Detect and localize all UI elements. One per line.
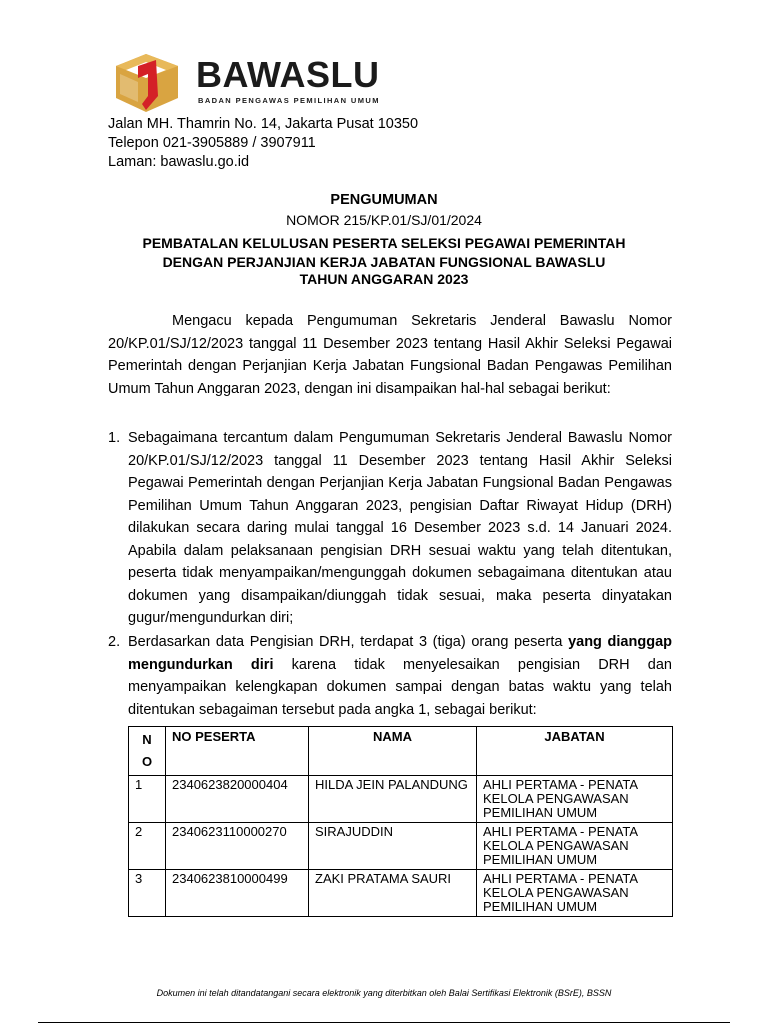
header-no bbox=[129, 727, 166, 776]
cell-no-peserta: 2340623820000404 bbox=[166, 776, 309, 823]
document-number: NOMOR 215/KP.01/SJ/01/2024 bbox=[286, 212, 482, 228]
cell-no: 3 bbox=[129, 870, 166, 917]
ballot-box-icon bbox=[108, 52, 188, 114]
phone-line: Telepon 021-3905889 / 3907911 bbox=[108, 135, 316, 151]
document-subject bbox=[0, 234, 768, 272]
table-row bbox=[129, 776, 673, 823]
list-item-number: 1. bbox=[108, 430, 121, 446]
header-jabatan: JABATAN bbox=[477, 727, 673, 776]
cell-jabatan: AHLI PERTAMA - PENATA KELOLA PENGAWASAN PEMILIHAN UMUM bbox=[477, 870, 673, 917]
list-item bbox=[108, 427, 672, 630]
item-text-before: Berdasarkan data Pengisian DRH, terdapat 3 (tiga) orang peserta bbox=[128, 634, 569, 650]
subject-line-2: DENGAN PERJANJIAN KERJA JABATAN FUNGSIONAL BAWASLU bbox=[162, 254, 606, 270]
cell-jabatan: AHLI PERTAMA - PENATA KELOLA PENGAWASAN PEMILIHAN UMUM bbox=[477, 823, 673, 870]
cell-no-peserta: 2340623110000270 bbox=[166, 823, 309, 870]
header-nama: NAMA bbox=[309, 727, 477, 776]
cell-no: 2 bbox=[129, 823, 166, 870]
item-text-after: karena tidak menyelesaikan pengisian DRH dan menyampaikan kelengkapan dokumen sampai dengan batas waktu yang telah ditentukan sebagaiman tersebut pada angka 1, sebagai berikut: bbox=[128, 656, 672, 718]
list-item-text bbox=[128, 631, 672, 721]
table-row bbox=[129, 870, 673, 917]
cell-nama: ZAKI PRATAMA SAURI bbox=[309, 870, 477, 917]
list-item bbox=[108, 631, 672, 721]
list-item-number: 2. bbox=[108, 634, 121, 650]
header-no-line-1: N bbox=[142, 732, 152, 747]
e-signature-footer: Dokumen ini telah ditandatangani secara elektronik yang diterbitkan oleh Balai Sertifikasi Elektronik (BSrE), BSSN bbox=[156, 988, 612, 998]
participant-table bbox=[128, 726, 673, 917]
cell-nama: HILDA JEIN PALANDUNG bbox=[309, 776, 477, 823]
header-no-peserta: NO PESERTA bbox=[166, 727, 309, 776]
item-text-bold: yang dianggap mengundurkan diri bbox=[128, 634, 672, 673]
address-block bbox=[108, 115, 418, 172]
footer-divider bbox=[38, 1022, 730, 1023]
document-label: PENGUMUMAN bbox=[330, 192, 438, 208]
table-header-row bbox=[129, 727, 673, 776]
website-line: Laman: bawaslu.go.id bbox=[108, 154, 250, 170]
subject-line-1: PEMBATALAN KELULUSAN PESERTA SELEKSI PEGAWAI PEMERINTAH bbox=[142, 235, 626, 251]
intro-paragraph: Mengacu kepada Pengumuman Sekretaris Jenderal Bawaslu Nomor 20/KP.01/SJ/12/2023 tanggal 11 Desember 2023 tentang Hasil Akhir Seleksi Pegawai Pemerintah dengan Perjanjian Kerja Jabatan Fungsional Badan Pengawas Pemilihan Umum Tahun Anggaran 2023, dengan ini disampaikan hal-hal sebagai berikut: bbox=[108, 313, 672, 397]
table-row bbox=[129, 823, 673, 870]
cell-no: 1 bbox=[129, 776, 166, 823]
cell-no-peserta: 2340623810000499 bbox=[166, 870, 309, 917]
bawaslu-logo bbox=[108, 52, 408, 114]
brand-tagline: BADAN PENGAWAS PEMILIHAN UMUM bbox=[198, 96, 380, 105]
header-no-line-2: O bbox=[141, 754, 153, 769]
subject-line-3: TAHUN ANGGARAN 2023 bbox=[299, 271, 469, 287]
cell-jabatan: AHLI PERTAMA - PENATA KELOLA PENGAWASAN PEMILIHAN UMUM bbox=[477, 776, 673, 823]
list-item-text: Sebagaimana tercantum dalam Pengumuman Sekretaris Jenderal Bawaslu Nomor 20/KP.01/SJ/12/2023 tanggal 11 Desember 2023 tentang Hasil Akhir Seleksi Pegawai Pemerintah dengan Perjanjian Kerja Jabatan Fungsional Badan Pengawas Pemilihan Umum Tahun Anggaran 2023, pengisian Daftar Riwayat Hidup (DRH) dilakukan secara daring mulai tanggal 16 Desember 2023 s.d. 14 Januari 2024. Apabila dalam pelaksanaan pengisian DRH sesuai waktu yang telah ditentukan, peserta tidak menyampaikan/mengunggah dokumen sebagaimana ditentukan atau dokumen yang disampaikan/diunggah tidak sesuai, maka peserta dinyatakan gugur/mengundurkan diri; bbox=[128, 430, 672, 626]
brand-name: BAWASLU bbox=[196, 54, 380, 95]
address-line: Jalan MH. Thamrin No. 14, Jakarta Pusat 10350 bbox=[108, 116, 419, 132]
cell-nama: SIRAJUDDIN bbox=[309, 823, 477, 870]
